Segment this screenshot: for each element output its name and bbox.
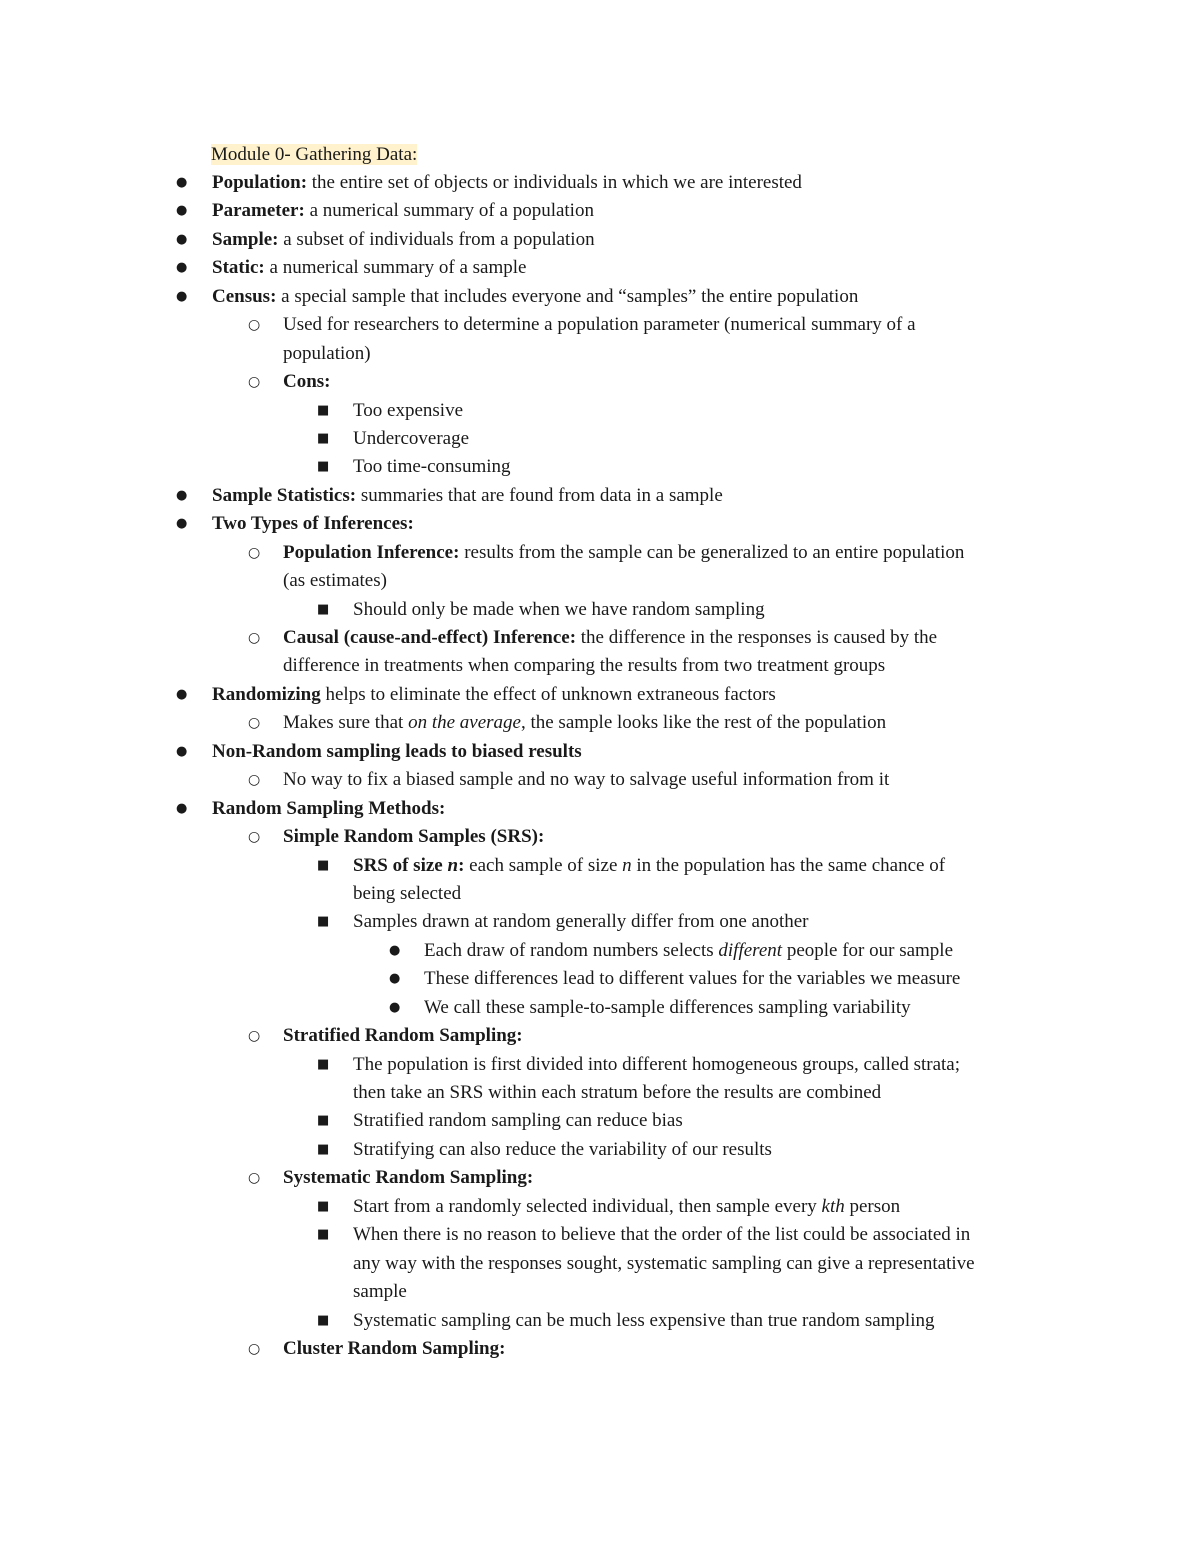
bullet-icon: ● <box>176 231 188 247</box>
term-label: Stratified Random Sampling: <box>283 1025 523 1047</box>
bullet-icon: ■ <box>317 1056 330 1072</box>
list-item <box>0 197 1200 225</box>
bullet-icon: ● <box>176 487 188 503</box>
body-text: Samples drawn at random generally differ from one another <box>353 911 809 933</box>
list-item <box>0 709 1200 737</box>
list-item <box>0 1278 1200 1306</box>
emphasis-text: different <box>718 939 783 961</box>
list-item-text <box>424 994 911 1022</box>
emphasis-text: kth <box>821 1195 845 1217</box>
list-item-text <box>283 766 889 794</box>
list-item-text <box>283 539 964 567</box>
body-text: population) <box>283 342 371 364</box>
body-text: These differences lead to different values for the variables we measure <box>424 968 961 990</box>
list-item-text <box>283 624 937 652</box>
body-text: helps to eliminate the effect of unknown extraneous factors <box>320 683 776 705</box>
bullet-icon: ● <box>176 288 188 304</box>
body-text: results from the sample can be generalized to an entire population <box>459 541 965 563</box>
list-item <box>0 311 1200 339</box>
body-text: We call these sample-to-sample differences sampling variability <box>424 996 911 1018</box>
list-item-text <box>353 1136 772 1164</box>
list-item <box>0 823 1200 851</box>
notes-list <box>0 169 1200 1363</box>
term-label: Simple Random Samples (SRS): <box>283 826 545 848</box>
body-text: Makes sure that <box>283 712 409 734</box>
list-item-text <box>353 1107 683 1135</box>
term-label: Sample: <box>212 228 279 250</box>
bullet-icon: ■ <box>317 1227 330 1243</box>
list-item <box>0 283 1200 311</box>
list-item-text <box>353 1307 934 1335</box>
bullet-icon: ● <box>176 175 188 190</box>
body-text: person <box>844 1195 901 1217</box>
body-text: , the sample looks like the rest of the population <box>520 712 887 734</box>
term-label: Systematic Random Sampling: <box>283 1167 534 1189</box>
list-item <box>0 624 1200 652</box>
body-text: Each draw of random numbers selects <box>424 939 719 961</box>
bullet-icon: ○ <box>248 1028 261 1045</box>
term-label: Random Sampling Methods: <box>212 797 446 819</box>
bullet-icon: ○ <box>248 715 261 732</box>
list-item-text <box>353 596 765 624</box>
term-label: Non-Random sampling leads to biased results <box>212 740 582 762</box>
list-item-text <box>353 397 463 425</box>
list-item <box>0 1136 1200 1164</box>
list-item-text <box>212 738 582 766</box>
body-text: sample <box>353 1281 407 1303</box>
list-item-text <box>283 652 885 680</box>
list-item <box>0 510 1200 538</box>
list-item <box>0 539 1200 567</box>
list-item-text <box>353 1079 881 1107</box>
term-variable: n <box>447 854 459 876</box>
bullet-icon: ● <box>176 686 188 702</box>
term-label: Cons: <box>283 371 331 393</box>
list-item <box>0 880 1200 908</box>
body-text: a numerical summary of a population <box>304 200 594 222</box>
list-item <box>0 567 1200 595</box>
bullet-icon: ● <box>389 971 401 987</box>
body-text: difference in treatments when comparing the results from two treatment groups <box>283 655 886 677</box>
bullet-icon: ● <box>176 743 188 759</box>
bullet-icon: ○ <box>248 630 261 646</box>
list-item <box>0 169 1200 197</box>
list-item-text <box>283 311 916 339</box>
list-item <box>0 397 1200 425</box>
list-item-text <box>283 340 371 368</box>
body-text: Too time-consuming <box>353 456 511 478</box>
list-item <box>0 226 1200 254</box>
page-title <box>211 141 417 169</box>
body-text: (as estimates) <box>283 570 387 592</box>
term-label: Sample Statistics: <box>212 484 357 506</box>
body-text: any way with the responses sought, systematic sampling can give a representative <box>353 1252 975 1274</box>
list-item <box>0 482 1200 510</box>
list-item-text <box>353 1193 900 1221</box>
bullet-icon: ○ <box>248 829 261 846</box>
bullet-icon: ■ <box>317 430 330 446</box>
list-item-text <box>283 709 886 737</box>
bullet-icon: ○ <box>248 544 261 561</box>
bullet-icon: ○ <box>248 374 261 391</box>
list-item <box>0 852 1200 880</box>
list-item <box>0 368 1200 396</box>
bullet-icon: ● <box>389 999 401 1015</box>
list-item <box>0 766 1200 794</box>
list-item-text <box>353 1051 960 1079</box>
list-item-text <box>212 197 594 225</box>
bullet-icon: ■ <box>317 1198 330 1214</box>
list-item <box>0 1221 1200 1249</box>
list-item-text <box>283 368 331 396</box>
body-text: Undercoverage <box>353 427 470 449</box>
list-item <box>0 596 1200 624</box>
body-text: Start from a randomly selected individual, then sample every <box>353 1195 822 1217</box>
body-text: a subset of individuals from a population <box>278 228 595 250</box>
list-item-text <box>353 1221 970 1249</box>
list-item-text <box>283 1335 505 1363</box>
bullet-icon: ● <box>176 800 188 816</box>
list-item <box>0 937 1200 965</box>
title-highlight: Module 0- Gathering Data: <box>211 144 418 165</box>
body-text: the entire set of objects or individuals in which we are interested <box>307 172 802 193</box>
list-item <box>0 254 1200 282</box>
body-text: then take an SRS within each stratum before the results are combined <box>353 1082 882 1103</box>
bullet-icon: ● <box>389 942 401 958</box>
body-text: No way to fix a biased sample and no way to salvage useful information from it <box>283 769 890 791</box>
list-item-text <box>212 254 526 282</box>
list-item <box>0 795 1200 823</box>
list-item <box>0 965 1200 993</box>
term-label: Two Types of Inferences: <box>212 513 414 535</box>
body-text: people for our sample <box>782 939 954 961</box>
term-label: Population: <box>212 172 308 193</box>
list-item-text <box>353 1250 975 1278</box>
list-item-text <box>353 908 809 936</box>
bullet-icon: ■ <box>317 1113 330 1129</box>
emphasis-text: on the average <box>408 712 521 734</box>
bullet-icon: ■ <box>317 1141 330 1157</box>
bullet-icon: ■ <box>317 459 330 475</box>
body-text: being selected <box>353 882 462 904</box>
body-text: When there is no reason to believe that the order of the list could be associated in <box>353 1224 971 1246</box>
list-item-text <box>212 283 858 311</box>
body-text: each sample of size <box>464 854 623 876</box>
list-item <box>0 1307 1200 1335</box>
list-item-text <box>212 169 802 197</box>
term-label: Census: <box>212 285 277 307</box>
body-text: in the population has the same chance of <box>631 854 946 876</box>
term-label: Cluster Random Sampling: <box>283 1337 506 1359</box>
list-item-text <box>353 425 469 453</box>
list-item-text <box>212 795 445 823</box>
list-item <box>0 1022 1200 1050</box>
list-item <box>0 1250 1200 1278</box>
body-text: the difference in the responses is caused by the <box>576 627 938 648</box>
list-item <box>0 652 1200 680</box>
list-item-text <box>283 567 387 595</box>
emphasis-text: n <box>622 854 632 876</box>
bullet-icon: ■ <box>317 857 330 873</box>
term-label: Causal (cause-and-effect) Inference: <box>283 627 577 648</box>
body-text: summaries that are found from data in a sample <box>356 484 723 506</box>
body-text: a numerical summary of a sample <box>264 257 527 279</box>
list-item-text <box>353 1278 407 1306</box>
bullet-icon: ○ <box>248 1170 261 1187</box>
list-item-text <box>353 852 945 880</box>
list-item-text <box>353 880 461 908</box>
term-label: Parameter: <box>212 200 305 222</box>
list-item <box>0 1079 1200 1107</box>
list-item <box>0 994 1200 1022</box>
list-item <box>0 1107 1200 1135</box>
list-item <box>0 908 1200 936</box>
bullet-icon: ○ <box>248 317 261 334</box>
list-item-text <box>283 823 544 851</box>
body-text: Systematic sampling can be much less expensive than true random sampling <box>353 1309 935 1331</box>
bullet-icon: ■ <box>317 1312 330 1328</box>
list-item-text <box>212 681 776 709</box>
list-item <box>0 1164 1200 1192</box>
list-item-text <box>212 510 414 538</box>
list-item-text <box>212 482 723 510</box>
bullet-icon: ■ <box>317 402 330 418</box>
list-item <box>0 1193 1200 1221</box>
body-text: Stratifying can also reduce the variability of our results <box>353 1138 772 1160</box>
list-item <box>0 1051 1200 1079</box>
bullet-icon: ■ <box>317 601 330 617</box>
list-item-text <box>283 1022 523 1050</box>
body-text: a special sample that includes everyone and “samples” the entire population <box>276 285 859 307</box>
term-label: Static: <box>212 257 265 279</box>
term-label: Randomizing <box>212 683 321 705</box>
list-item <box>0 453 1200 481</box>
bullet-icon: ● <box>176 203 188 219</box>
term-label: Population Inference: <box>283 541 460 563</box>
list-item <box>0 425 1200 453</box>
list-item-text <box>212 226 595 254</box>
term-label: SRS of size <box>353 854 448 876</box>
body-text: The population is first divided into different homogeneous groups, called strata; <box>353 1053 960 1075</box>
list-item <box>0 1335 1200 1363</box>
list-item <box>0 738 1200 766</box>
body-text: Used for researchers to determine a population parameter (numerical summary of a <box>283 314 916 336</box>
list-item-text <box>424 937 953 965</box>
list-item <box>0 681 1200 709</box>
body-text: Stratified random sampling can reduce bias <box>353 1110 683 1132</box>
list-item-text <box>283 1164 533 1192</box>
bullet-icon: ○ <box>248 772 261 789</box>
bullet-icon: ● <box>176 516 188 532</box>
list-item-text <box>353 453 511 481</box>
term-label: : <box>458 854 465 876</box>
bullet-icon: ○ <box>248 1340 261 1357</box>
bullet-icon: ■ <box>317 914 330 930</box>
body-text: Should only be made when we have random sampling <box>353 598 765 620</box>
list-item <box>0 340 1200 368</box>
bullet-icon: ● <box>176 260 188 276</box>
list-item-text <box>424 965 960 993</box>
body-text: Too expensive <box>353 399 464 421</box>
